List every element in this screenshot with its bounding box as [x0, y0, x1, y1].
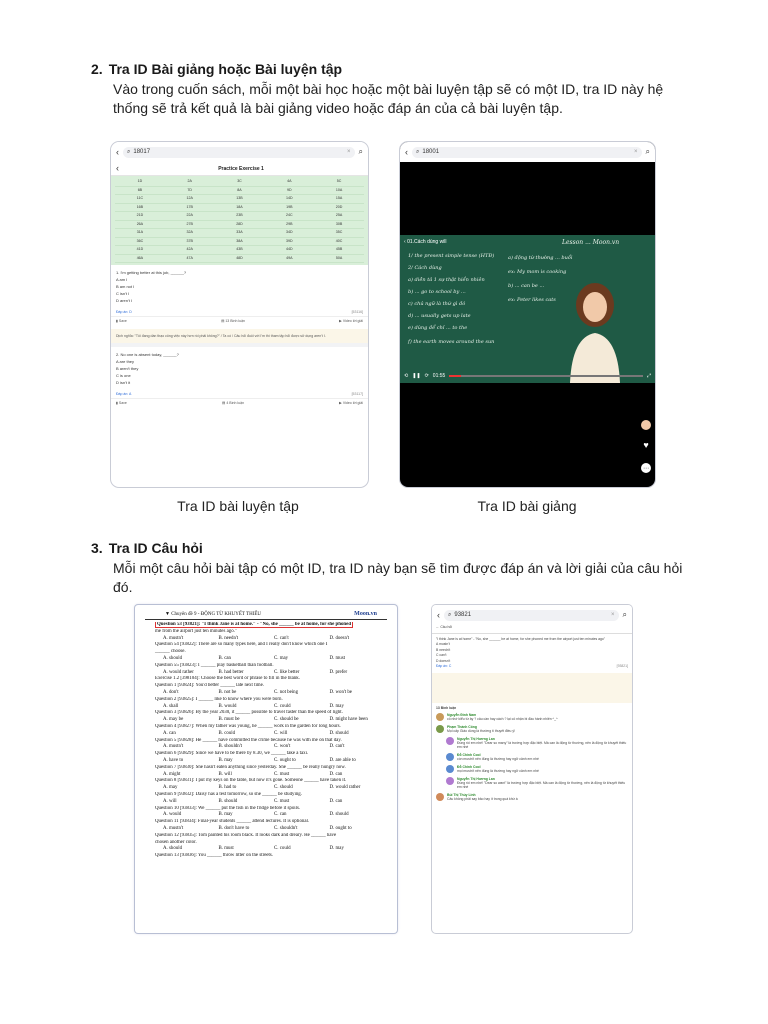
search-input[interactable]: ⌕ 18017 × [123, 147, 355, 158]
answer-cell: 3C [215, 178, 265, 187]
question-line: Question 9 [93832]: Daisy has a test tomorrow, so she ______ be studying. [155, 791, 302, 797]
answer-options [135, 799, 397, 806]
question-1 [111, 265, 368, 308]
answer-cell: 43B [215, 246, 265, 255]
answer-cell: 42A [165, 246, 215, 255]
search-icon: ⌕ [416, 148, 420, 155]
book-content [135, 620, 397, 860]
answer-option: D. doesn't [329, 635, 350, 641]
answer-grid [111, 176, 368, 265]
answer-cell: 34D [264, 229, 314, 238]
answer-cell: 29B [264, 221, 314, 230]
question-header: ← Câu hỏi [432, 625, 632, 634]
avatar[interactable] [446, 765, 454, 773]
answer-cell: 36C [115, 238, 165, 247]
like-icon[interactable]: ♥ [643, 440, 649, 450]
answer-option: D. prefer [329, 669, 348, 675]
answer-option: C. may [274, 655, 289, 661]
answer-option: D. can't [329, 744, 345, 750]
video-controls [404, 373, 651, 379]
answer-cell: 15A [314, 195, 364, 204]
search-input[interactable]: ⌕ 93821 × [444, 610, 619, 621]
answer-cell: 49A [264, 255, 314, 264]
clear-icon[interactable]: × [347, 149, 351, 155]
answer-option: A. should [163, 655, 183, 661]
answer-options [135, 636, 397, 643]
search-icon: ⌕ [127, 148, 131, 155]
back-icon[interactable]: ‹ [437, 609, 440, 620]
comment [432, 763, 632, 775]
forward-icon[interactable]: ⟳ [424, 373, 429, 379]
answer-option: C. won't [274, 744, 291, 750]
answer-option: D. are able to [329, 757, 356, 763]
option[interactable]: C isn't I [116, 291, 130, 296]
answer-cell: 44D [264, 246, 314, 255]
answer-options [135, 717, 397, 724]
answer-cell: 28D [215, 221, 265, 230]
more-icon[interactable]: ⋯ [641, 463, 651, 473]
question-text: "I think Jane is at home" - "No, she ______ be at home, for she phoned me from the airport just ten minutes ago" [436, 636, 605, 641]
answer-option: A. should [163, 846, 183, 852]
back-icon[interactable]: ‹ [116, 146, 119, 157]
clear-icon[interactable]: × [634, 149, 638, 155]
answer-options [135, 690, 397, 697]
search-bar [111, 142, 368, 162]
question-line: Question 54 [93822]: There are so many types here, and I really don't know which one I [155, 642, 328, 648]
avatar[interactable] [446, 753, 454, 761]
search-bar [432, 605, 632, 625]
commenter-name[interactable]: Phạm Thành Công [447, 725, 477, 729]
answer-option: B. may [218, 812, 233, 818]
answer-option: A. mustn't [163, 635, 184, 641]
answer-option: B. had better [218, 669, 244, 675]
answer-options [135, 744, 397, 751]
answer-cell: 4A [264, 178, 314, 187]
answer-option: B. will [218, 771, 232, 777]
answer-cell: 11C [115, 195, 165, 204]
search-icon[interactable]: ⌕ [622, 610, 627, 619]
answer-option: D. can [329, 798, 343, 804]
option[interactable]: D doesn't [436, 658, 451, 663]
answer-option: A. shall [163, 703, 179, 709]
option[interactable]: D aren't I [116, 298, 133, 303]
comment [432, 751, 632, 763]
answer-cell: 25A [314, 212, 364, 221]
comment-text: Đúng rồi em nhé! "Dear so many" là trường hợp đặc biệt. Mà can là động từ thường, nên là động từ khuyết thiếu em nhé [457, 741, 627, 749]
video-time: 01:55 [432, 373, 446, 379]
answer-option: B. should [218, 798, 238, 804]
answer-option: D. should [329, 812, 349, 818]
highlighted-question: Question 53 [93821]: "I think Jane is at home." - "No, she ______ be at home, for she phoned [157, 622, 352, 627]
comment [432, 775, 632, 791]
question-line: Question 13 [93836]: You ______ throw litter on the streets. [155, 853, 274, 859]
answer-cell: 32A [165, 229, 215, 238]
fullscreen-icon[interactable]: ⤢ [646, 373, 651, 379]
answer-options [135, 704, 397, 711]
action-row [111, 398, 368, 407]
answer-option: C. should [274, 785, 293, 791]
answer-cell: 7D [165, 187, 215, 196]
section-lecture-id [91, 60, 691, 118]
answer-cell: 18A [215, 204, 265, 213]
pause-icon[interactable]: ❚❚ [412, 373, 421, 379]
exercise-screenshot [111, 142, 368, 487]
video-player[interactable]: ‹ 01.Cách dùng will 1/ the present simple tense (HTĐ) 2/ Cách dùng a) diễn tả 1 sự thật hiển nhiên b) ... go to school by ... c) chủ ngữ là thứ gì đó d) ... usually gets up late e) dùng để chỉ ... to the f) the earth moves around the sun a) động từ thường ... buổi ex: My mom is cooking b) ... can be ... ex: Peter likes cats Lesson ... Moon.vn ⟲ ❚❚ ⟳ 01:55 ⤢ [400, 235, 655, 383]
answer-cell: 1D [115, 178, 165, 187]
answer-cell: 10A [314, 187, 364, 196]
caption-lecture: Tra ID bài giảng [477, 498, 577, 514]
answer-cell: 27B [165, 221, 215, 230]
answer-cell: 31A [115, 229, 165, 238]
answer-cell: 37B [165, 238, 215, 247]
book-page-screenshot [135, 605, 397, 933]
comment-text: Cảu không phải say bảo hay ít trong quá khứ à [447, 797, 518, 801]
search-input[interactable]: ⌕ 18001 × [412, 147, 642, 158]
section-title: Tra ID Bài giảng hoặc Bài luyện tập [108, 61, 343, 77]
answer-cell: 16B [115, 204, 165, 213]
search-icon: ⌕ [448, 611, 452, 618]
answer-option: B. can [218, 655, 231, 661]
question-line: Question 1 [93824]: You'd better ______ late next time. [155, 683, 265, 689]
option[interactable]: D isn't it [116, 380, 131, 385]
answer-option: D. should [329, 730, 349, 736]
section-body: Mỗi một câu hỏi bài tập có một ID, tra ID này bạn sẽ tìm được đáp án và lời giải của câu hỏi đó. [113, 560, 683, 595]
commenter-name[interactable]: Nguyễn Thị Hương Lan [457, 737, 495, 741]
question-line: ______ choose. [155, 649, 186, 655]
answer-option: A. don't [163, 689, 179, 695]
avatar[interactable] [641, 420, 651, 430]
question-line: Question 8 [93831]: I put my keys on the table, but now it's gone. Someone ______ have taken it. [155, 778, 347, 784]
answer-cell: 41D [115, 246, 165, 255]
comment-list [432, 711, 632, 803]
answer-row [111, 390, 368, 398]
answer-row [432, 664, 632, 670]
comment [432, 735, 632, 751]
answer-cell: 46A [115, 255, 165, 264]
question-line: Question 5 [93828]: He ______ have committed the crime because he was with me on that day. [155, 737, 342, 743]
answer-cell: 23B [215, 212, 265, 221]
question-line: Question 10 [93833]: We ______ put the fish in the fridge before it spoils. [155, 805, 301, 811]
book-header [145, 605, 387, 620]
answer-option: A. can [163, 730, 176, 736]
answer-option: D. might have been [329, 717, 368, 723]
answer-cell: 9D [264, 187, 314, 196]
question-line: Question 6 [93829]: Since we have to be there by 8.30, we ______ take a taxi. [155, 751, 309, 757]
answer-option: D. must [329, 655, 345, 661]
question-line: Question 2 [93825]: I ______ like to know where you were born. [155, 696, 283, 702]
lecture-screenshot [400, 142, 655, 487]
answer-option: B. not be [218, 689, 237, 695]
question-line: Question 12 [93835]: Tom painted his room black. It looks dark and dreary. He ______ have [155, 832, 337, 838]
question-id: [53117] [351, 392, 363, 396]
answer-option: C. ought to [274, 757, 296, 763]
answer-option: B. may [218, 757, 233, 763]
answer-cell: 21D [115, 212, 165, 221]
answer-option: A. may [163, 785, 178, 791]
answer-option: A. would [163, 812, 182, 818]
answer-cell: 14D [264, 195, 314, 204]
answer-option: C. will [274, 730, 288, 736]
exercise-title: Practice Exercise 1 [218, 165, 264, 172]
comment-text: mọi mustn't nên đúng là thường hay ngữ cảnh em nhé [457, 769, 539, 773]
answer-option: B. shouldn't [218, 744, 242, 750]
answer-cell: 6B [115, 187, 165, 196]
answer-cell: 39D [264, 238, 314, 247]
question-line: Question 3 [93826]: By the year 2030, it ______ possible to travel faster than the speed of light. [155, 710, 343, 716]
option[interactable]: C can't [436, 653, 447, 657]
answer-option: D. ought to [329, 825, 352, 831]
comment [432, 723, 632, 735]
back-icon[interactable]: ‹ [405, 146, 408, 157]
video-title: ‹ 01.Cách dùng will [404, 239, 447, 245]
search-icon[interactable]: ⌕ [645, 147, 650, 156]
answer-options [135, 758, 397, 765]
comments-button[interactable]: ▤ 4 Bình luận [222, 401, 245, 405]
commenter-name[interactable]: Nguyễn Đình Nam [447, 713, 477, 717]
answer-cell: 35C [314, 229, 364, 238]
section-title: Tra ID Câu hỏi [108, 540, 203, 556]
question-line: me from the airport just ten minutes ago." [155, 628, 237, 634]
commenter-name[interactable]: Nguyễn Thị Hương Lan [457, 777, 495, 781]
exercise-header [111, 162, 368, 176]
option[interactable]: B aren't they [116, 366, 139, 371]
section-number: 3. [91, 540, 103, 556]
search-icon[interactable]: ⌕ [358, 147, 363, 156]
question-id: [93821] [616, 664, 628, 668]
comment-text: cô nhớ kiểu từ ảy ? câu cần hay cách ? lại cô nhận bi đầu hành nhiên ^_^ [447, 717, 558, 721]
answer-option: C. can't [274, 635, 289, 641]
answer-option: A. might [163, 771, 181, 777]
answer-cell: 45B [314, 246, 364, 255]
comment-text: Mọi cấp Giáo dùng là thường tí thuyết điều ý! [447, 729, 516, 733]
option[interactable]: A mustn't [436, 642, 450, 646]
answer-cell: 17B [165, 204, 215, 213]
answer-label: Đáp án: A [116, 392, 132, 396]
commenter-name[interactable]: Đỗ Chinh Cool [457, 753, 481, 757]
answer-cell: 48D [215, 255, 265, 264]
answer-option: C. must [274, 771, 290, 777]
comment-text: Đúng rồi em nhé! "Dear so want" là trường hợp đặc biệt. Mà can là động từ thường, nên là động từ khuyết thiếu em nhé [457, 781, 626, 789]
answer-cell: 26A [115, 221, 165, 230]
answer-label: Đáp án: D [116, 310, 132, 314]
caption-exercise: Tra ID bài luyện tập [177, 498, 299, 514]
answer-option: B. had to [218, 785, 237, 791]
video-solution-button[interactable]: ▶ Video lời giải [339, 319, 363, 323]
question-line: Exercise 1.2 [398104]: Choose the best word or phrase to fill in the blank. [155, 676, 300, 682]
question-text: 2. No one is absent today, ______? [116, 352, 179, 357]
question-2 [111, 347, 368, 390]
question-line [135, 622, 397, 629]
action-row [111, 316, 368, 325]
answer-cell: 22A [165, 212, 215, 221]
answer-option: B. don't have to [218, 825, 250, 831]
section-number: 2. [91, 61, 103, 77]
save-button[interactable]: ▮ Save [116, 319, 127, 323]
answer-option: D. would rather [329, 785, 361, 791]
answer-option: A. mustn't [163, 744, 184, 750]
answer-options [135, 772, 397, 779]
avatar[interactable] [436, 725, 444, 733]
progress-bar[interactable] [449, 375, 643, 377]
chapter-title: ▼ Chuyên đề 9 - ĐỘNG TỪ KHUYẾT THIẾU [165, 612, 262, 617]
answer-option: C. not being [274, 689, 299, 695]
section-question-id [91, 539, 691, 597]
answer-label: Đáp án: C [436, 664, 452, 668]
option[interactable]: C is one [116, 373, 131, 378]
save-button[interactable]: ▮ Save [116, 401, 127, 405]
avatar[interactable] [436, 713, 444, 721]
answer-cell: 24C [264, 212, 314, 221]
answer-option: D. may [329, 703, 344, 709]
answer-option: A. have to [163, 757, 184, 763]
rewind-icon[interactable]: ⟲ [404, 373, 409, 379]
answer-option: A. mustn't [163, 825, 184, 831]
explanation: Dịch nghĩa: "Tôi đang dần thạo công việc này hơn rồi phải không?" / Ta có / Câu hỏi đuôi với I'm thì tham tập hỏi được sử dụng aren't I. [111, 329, 368, 343]
answer-cell: 33A [215, 229, 265, 238]
answer-option: B. must [218, 846, 234, 852]
question-line: Question 11 [93834]: Final-year students ______ attend lectures. It is optional. [155, 819, 310, 825]
answer-cell: 12A [165, 195, 215, 204]
question-line: Question 7 [93830]: She hasn't eaten anything since yesterday. She ______ be really hungry now. [155, 764, 346, 770]
answer-option: B. could [218, 730, 236, 736]
video-solution-button[interactable]: ▶ Video lời giải [339, 401, 363, 405]
option[interactable]: B needn't [436, 647, 451, 652]
comment [432, 711, 632, 723]
answer-option: B. must be [218, 717, 240, 723]
commenter-name[interactable]: Bùi Thị Thúy Linh [447, 793, 476, 797]
answer-option: C. must [274, 798, 290, 804]
question-text: 1. I'm getting better at this job, ______? [116, 270, 187, 275]
answer-cell: 30B [314, 221, 364, 230]
answer-option: C. shouldn't [274, 825, 298, 831]
question-line: Question 55 [93823]: I ______ play basketball than football. [155, 662, 274, 668]
comment-text: còn mustn't nên đúng là thường hay ngữ cảnh em nhé [457, 757, 539, 761]
search-bar [400, 142, 655, 162]
commenter-name[interactable]: Đỗ Chinh Cool [457, 765, 481, 769]
answer-cell: 50A [314, 255, 364, 264]
explanation [432, 673, 632, 703]
answer-options [135, 812, 397, 819]
option[interactable]: A am I [116, 277, 128, 282]
answer-option: A. may be [163, 717, 184, 723]
answer-option: C. like better [274, 669, 300, 675]
answer-option: C. can [274, 812, 287, 818]
avatar[interactable] [436, 793, 444, 801]
question-line: Question 4 [93827]: When my father was young, he ______ work in the garden for long hours. [155, 723, 341, 729]
question-line: chosen another color. [155, 839, 197, 845]
answer-option: C. could [274, 703, 291, 709]
answer-options [135, 785, 397, 792]
answer-option: C. could [274, 846, 291, 852]
answer-cell: 13B [215, 195, 265, 204]
answer-option: A. would rather [163, 669, 194, 675]
answer-options [135, 826, 397, 833]
answer-cell: 20D [314, 204, 364, 213]
moon-logo: Moon.vn [354, 611, 377, 617]
option[interactable]: A are they [116, 359, 135, 364]
section-body: Vào trong cuốn sách, mỗi một bài học hoặc một bài luyện tập sẽ có một ID, tra ID này hệ thống sẽ trả kết quả là bài giảng video hoặc đáp án của cả bài luyện tập. [113, 81, 664, 116]
answer-cell: 8A [215, 187, 265, 196]
answer-option: A. will [163, 798, 177, 804]
answer-options [135, 670, 397, 677]
answer-cell: 38A [215, 238, 265, 247]
answer-option: B. needn't [218, 635, 239, 641]
answer-option: D. can [329, 771, 343, 777]
question-id: [53116] [351, 310, 363, 314]
answer-cell: 40C [314, 238, 364, 247]
answer-cell: 19B [264, 204, 314, 213]
question-comments-screenshot [432, 605, 632, 933]
answer-cell: 47A [165, 255, 215, 264]
answer-option: D. may [329, 846, 344, 852]
answer-options [135, 846, 397, 853]
answer-options [135, 656, 397, 663]
teacher-figure [560, 275, 630, 383]
answer-cell: 5C [314, 178, 364, 187]
option[interactable]: B am not I [116, 284, 135, 289]
answer-option: C. should be [274, 717, 299, 723]
clear-icon[interactable]: × [611, 612, 615, 618]
comment-count: 13 Bình luận [436, 705, 457, 710]
answer-options [135, 731, 397, 738]
answer-cell: 2A [165, 178, 215, 187]
answer-option: D. won't be [329, 689, 352, 695]
answer-option: B. would [218, 703, 237, 709]
avatar[interactable] [446, 777, 454, 785]
answer-row [111, 308, 368, 316]
comments-button[interactable]: ▤ 13 Bình luận [221, 319, 245, 323]
comment [432, 791, 632, 803]
back-icon[interactable]: ← [436, 625, 440, 629]
avatar[interactable] [446, 737, 454, 745]
back-icon[interactable]: ‹ [116, 163, 119, 173]
